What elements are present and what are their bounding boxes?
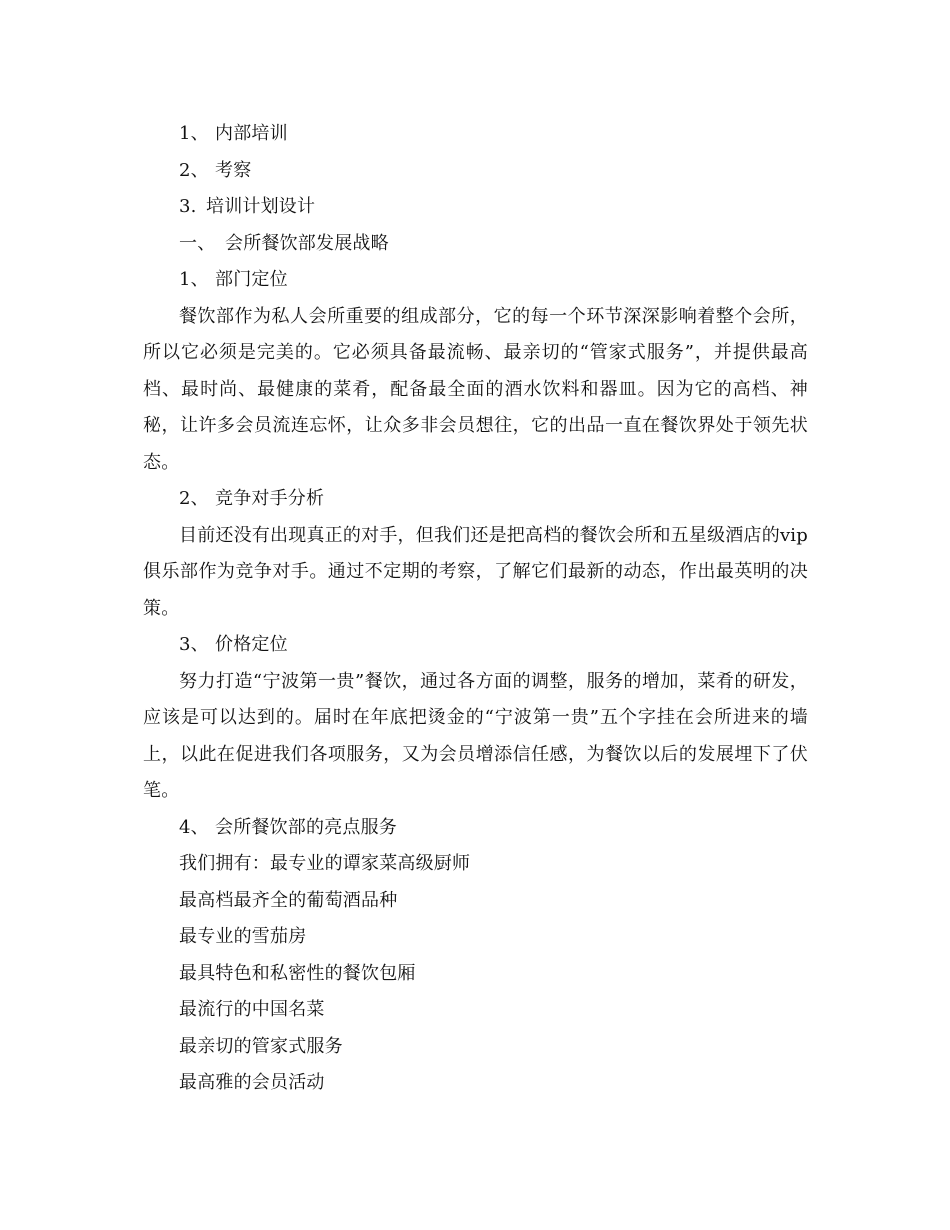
list-item [143, 189, 808, 226]
list-item [143, 153, 808, 190]
highlight-item: 最高雅的会员活动 [179, 1072, 325, 1093]
item-number: 2、 [179, 159, 209, 181]
section-number: 一、 [179, 232, 216, 254]
subsection-number: 3、 [179, 634, 209, 655]
paragraph-price-positioning: 努力打造“宁波第一贵”餐饮，通过各方面的调整，服务的增加，菜肴的研发，应该是可以达到的。届时在年底把烫金的“宁波第一贵”五个字挂在会所进来的墙上，以此在促进我们各项服务，又为会员增添信任感，为餐饮以后的发展埋下了伏笔。 [143, 670, 808, 801]
item-number: 1、 [179, 123, 209, 144]
document-body [143, 116, 808, 1102]
subsection-title: 部门定位 [215, 269, 288, 290]
subsection-title: 会所餐饮部的亮点服务 [215, 816, 397, 838]
item-number: 3. [179, 196, 197, 217]
subsection-number: 4、 [179, 816, 209, 838]
highlight-item: 最具特色和私密性的餐饮包厢 [179, 962, 416, 984]
subsection-number: 1、 [179, 269, 209, 290]
section-heading [143, 226, 808, 263]
item-text: 培训计划设计 [206, 196, 316, 217]
subsection-heading [143, 627, 808, 664]
highlight-item: 最高档最齐全的葡萄酒品种 [179, 889, 398, 911]
subsection-number: 2、 [179, 488, 209, 509]
highlight-item: 最亲切的管家式服务 [179, 1035, 343, 1057]
item-text: 考察 [215, 159, 252, 181]
highlight-item: 最专业的雪茄房 [179, 926, 307, 947]
paragraph-competitor-analysis: 目前还没有出现真正的对手，但我们还是把高档的餐饮会所和五星级酒店的vip俱乐部作为竞争对手。通过不定期的考察，了解它们最新的动态，作出最英明的决策。 [143, 524, 808, 619]
highlight-item: 最流行的中国名菜 [179, 999, 325, 1020]
subsection-title: 竞争对手分析 [215, 488, 325, 509]
subsection-title: 价格定位 [215, 634, 288, 655]
section-title: 会所餐饮部发展战略 [225, 232, 389, 254]
paragraph-department-positioning: 餐饮部作为私人会所重要的组成部分，它的每一个环节深深影响着整个会所，所以它必须是完美的。它必须具备最流畅、最亲切的“管家式服务”，并提供最高档、最时尚、最健康的菜肴，配备最全面的酒水饮料和器皿。因为它的高档、神秘，让许多会员流连忘怀，让众多非会员想往，它的出品一直在餐饮界处于领先状态。 [143, 305, 808, 473]
list-item [143, 116, 808, 153]
subsection-heading [143, 810, 808, 847]
item-text: 内部培训 [215, 123, 288, 144]
subsection-heading [143, 262, 808, 299]
highlight-item: 我们拥有：最专业的谭家菜高级厨师 [179, 853, 471, 874]
subsection-heading [143, 481, 808, 518]
